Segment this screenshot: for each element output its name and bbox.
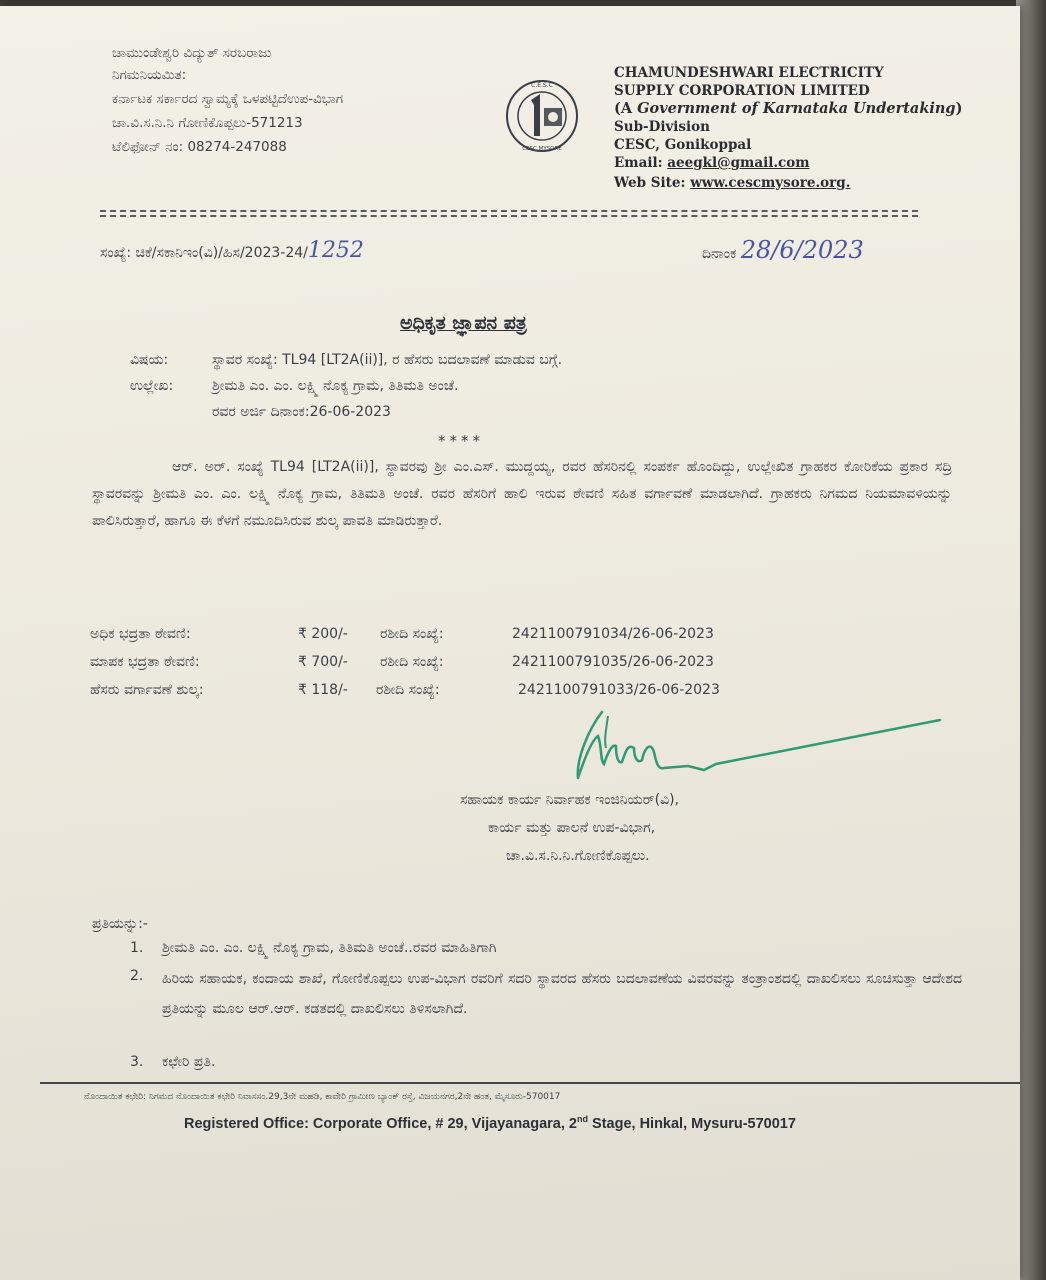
receipt-label: ರಶೀದಿ ಸಂಖ್ಯೆ: — [380, 626, 444, 642]
receipt-label: ರಶೀದಿ ಸಂಖ್ಯೆ: — [380, 654, 444, 670]
header-en-line2: SUPPLY CORPORATION LIMITED — [614, 83, 870, 99]
copy-number: 3. — [130, 1054, 144, 1070]
photo-background-right — [1016, 0, 1046, 1280]
signatory-line1: ಸಹಾಯಕ ಕಾರ್ಯ ನಿರ್ವಾಹಕ ಇಂಜಿನಿಯರ್(ವಿ), — [460, 792, 680, 808]
header-en-line3-italic: Government of Karnataka Undertaking — [637, 100, 956, 117]
logo-top-text: C.E.S.C — [531, 82, 553, 89]
copy-text: ಶ್ರೀಮತಿ ಎಂ. ಎಂ. ಲಕ್ಷ್ಮಿ ನೊಕ್ಯ ಗ್ರಾಮ, ತಿತಿಮತಿ ಅಂಚೆ..ರವರ ಮಾಹಿತಿಗಾಗಿ — [162, 940, 497, 956]
page-title: ಅಧಿಕೃತ ಜ್ಞಾಪನ ಪತ್ರ — [400, 312, 527, 334]
receipt-number: 2421100791033/26-06-2023 — [518, 682, 720, 698]
footer-kn: ನೊಂದಾಯಿತ ಕಛೇರಿ: ನಿಗಮದ ನೊಂದಾಯಿತ ಕಛೇರಿ ನಿವಾಸಸಂ.29,3ನೇ ಮಹಡಿ, ಕಾವೇರಿ ಗ್ರಾಮೀಣ ಬ್ಯಾಂಕ್ ರಸ್ತೆ, ವಿಜಯನಗರ,2ನೇ ಹಂತ, ಮೈಸೂರು-570017 — [84, 1092, 561, 1102]
header-en-line1: CHAMUNDESHWARI ELECTRICITY — [614, 65, 884, 81]
email-link[interactable]: aeegkl@gmail.com — [667, 155, 810, 171]
header-en-line3-prefix: (A — [614, 100, 638, 117]
reference-date — [702, 236, 864, 264]
header-en-line3 — [614, 100, 962, 118]
footer-main-b: Stage, Hinkal, Mysuru-570017 — [588, 1115, 796, 1132]
footer-registered-office — [184, 1114, 796, 1132]
separator-stars: **** — [438, 432, 484, 450]
web-label: Web Site: — [614, 175, 691, 191]
header-kn-line2: ನಿಗಮನಿಯಮಿತ: — [112, 67, 187, 83]
fee-amount: ₹ 118/- — [298, 682, 348, 698]
web-link[interactable]: www.cescmysore.org. — [690, 175, 851, 191]
header-en-line3-suffix: ) — [955, 100, 963, 117]
signatory-line2: ಕಾರ್ಯ ಮತ್ತು ಪಾಲನೆ ಉಪ-ವಿಭಾಗ, — [488, 820, 656, 836]
receipt-number: 2421100791034/26-06-2023 — [512, 626, 714, 642]
copy-text: ಹಿರಿಯ ಸಹಾಯಕ, ಕಂದಾಯ ಶಾಖೆ, ಗೋಣಿಕೊಪ್ಪಲು ಉಪ-ವಿಭಾಗ ರವರಿಗೆ ಸದರಿ ಸ್ಥಾವರದ ಹೆಸರು ಬದಲಾವಣೆಯ ವಿವರವನ್ನು ತಂತ್ರಾಂಶದಲ್ಲಿ ದಾಖಲಿಸಲು ಸೂಚಿಸುತ್ತಾ ಆದೇಶದ ಪ್ರತಿಯನ್ನು ಮೂಲ ಆರ್.ಆರ್. ಕಡತದಲ್ಲಿ ದಾಖಲಿಸಲು ತಿಳಿಸಲಾಗಿದೆ. — [162, 971, 962, 1017]
reference-number — [100, 238, 364, 263]
fee-amount: ₹ 700/- — [298, 654, 348, 670]
footer-main-a: Registered Office: Corporate Office, # 29, Vijayanagara, 2 — [184, 1115, 577, 1132]
fee-amount: ₹ 200/- — [298, 626, 348, 642]
subject-label: ವಿಷಯ: — [130, 352, 169, 368]
reference-number-label: ಸಂಖ್ಯೆ: ಚಿಕೆ/ಸಕಾನಿಇಂ(ವಿ)/ಹಿಸ/2023-24/ — [100, 245, 308, 261]
copies-label: ಪ್ರತಿಯನ್ನು:- — [92, 916, 148, 932]
footer-divider — [40, 1082, 1020, 1084]
fee-label: ಅಧಿಕ ಭದ್ರತಾ ಠೇವಣಿ: — [90, 626, 191, 642]
reference-line2: ರವರ ಅರ್ಜಿ ದಿನಾಂಕ:26-06-2023 — [212, 404, 391, 420]
reference-line1: ಶ್ರೀಮತಿ ಎಂ. ಎಂ. ಲಕ್ಷ್ಮಿ ನೊಕ್ಯ ಗ್ರಾಮ, ತಿತಿಮತಿ ಅಂಚೆ. — [212, 378, 459, 394]
reference-date-label: ದಿನಾಂಕ — [702, 246, 737, 262]
reference-date-handwritten: 28/6/2023 — [740, 236, 864, 264]
header-en-line4: Sub-Division — [614, 119, 710, 135]
receipt-number: 2421100791035/26-06-2023 — [512, 654, 714, 670]
receipt-label: ರಶೀದಿ ಸಂಖ್ಯೆ: — [376, 682, 440, 698]
header-kn-line3: ಕರ್ನಾಟಕ ಸರ್ಕಾರದ ಸ್ವಾಮ್ಯಕ್ಕೆ ಒಳಪಟ್ಟಿದೆಉಪ-ವಿಭಾಗ — [112, 91, 344, 107]
fee-label: ಹೆಸರು ವರ್ಗಾವಣೆ ಶುಲ್ಕ: — [90, 682, 204, 698]
header-en-web — [614, 174, 850, 192]
reference-label: ಉಲ್ಲೇಖ: — [130, 378, 174, 394]
body-paragraph: ಆರ್. ಅರ್. ಸಂಖ್ಯೆ TL94 [LT2A(ii)], ಸ್ಥಾವರವು ಶ್ರೀ ಎಂ.ಎಸ್. ಮುದ್ದಯ್ಯ, ರವರ ಹೆಸರಿನಲ್ಲಿ ಸಂಪರ್ಕ ಹೊಂದಿದ್ದು, ಉಲ್ಲೇಖಿತ ಗ್ರಾಹಕರ ಕೋರಿಕೆಯ ಪ್ರಕಾರ ಸದ್ರಿ ಸ್ಥಾವರವನ್ನು ಶ್ರೀಮತಿ ಎಂ. ಎಂ. ಲಕ್ಷ್ಮಿ ನೊಕ್ಯ ಗ್ರಾಮ, ತಿತಿಮತಿ ಅಂಚೆ. ರವರ ಹೆಸರಿಗೆ ಹಾಲಿ ಇರುವ ಠೇವಣಿ ಸಹಿತ ವರ್ಗಾವಣೆ ಮಾಡಲಾಗಿದೆ. ಗ್ರಾಹಕರು ನಿಗಮದ ನಿಯಮಾವಳಿಯನ್ನು ಪಾಲಿಸಿರುತ್ತಾರೆ, ಹಾಗೂ ಈ ಕೆಳಗೆ ನಮೂದಿಸಿರುವ ಶುಲ್ಕ ಪಾವತಿ ಮಾಡಿರುತ್ತಾರೆ. — [92, 459, 952, 529]
header-kn-line1: ಚಾಮುಂಡೇಶ್ವರಿ ವಿದ್ಯುತ್ ಸರಬರಾಜು — [112, 45, 272, 61]
copy-number: 2. — [130, 968, 144, 984]
logo-bottom-text: CESC MYSORE — [522, 146, 562, 152]
header-en-line5: CESC, Gonikoppal — [614, 137, 752, 153]
signatory-line3: ಚಾ.ವಿ.ಸ.ನಿ.ನಿ.ಗೋಣಿಕೊಪ್ಪಲು. — [506, 848, 650, 864]
fee-label: ಮಾಪಕ ಭದ್ರತಾ ಠೇವಣಿ: — [90, 654, 200, 670]
copy-text: ಕಛೇರಿ ಪ್ರತಿ. — [162, 1054, 216, 1070]
footer-main-sup: nd — [577, 1114, 588, 1124]
email-label: Email: — [614, 155, 668, 171]
header-kn-line5: ಟೆಲಿಫೋನ್ ನಂ: 08274-247088 — [112, 139, 287, 155]
cesc-logo-icon — [504, 78, 580, 154]
signature-mark — [568, 700, 948, 790]
document-page — [0, 6, 1020, 1280]
header-kn-line4: ಚಾ.ವಿ.ಸ.ನಿ.ನಿ ಗೋಣಿಕೊಪ್ಪಲು-571213 — [112, 115, 303, 131]
header-en-email — [614, 154, 810, 172]
reference-number-handwritten: 1252 — [307, 238, 364, 263]
copy-number: 1. — [130, 940, 144, 956]
subject-text: ಸ್ಥಾವರ ಸಂಖ್ಯೆ: TL94 [LT2A(ii)], ರ ಹೆಸರು ಬದಲಾವಣೆ ಮಾಡುವ ಬಗ್ಗೆ. — [212, 352, 563, 368]
header-divider — [100, 210, 918, 217]
